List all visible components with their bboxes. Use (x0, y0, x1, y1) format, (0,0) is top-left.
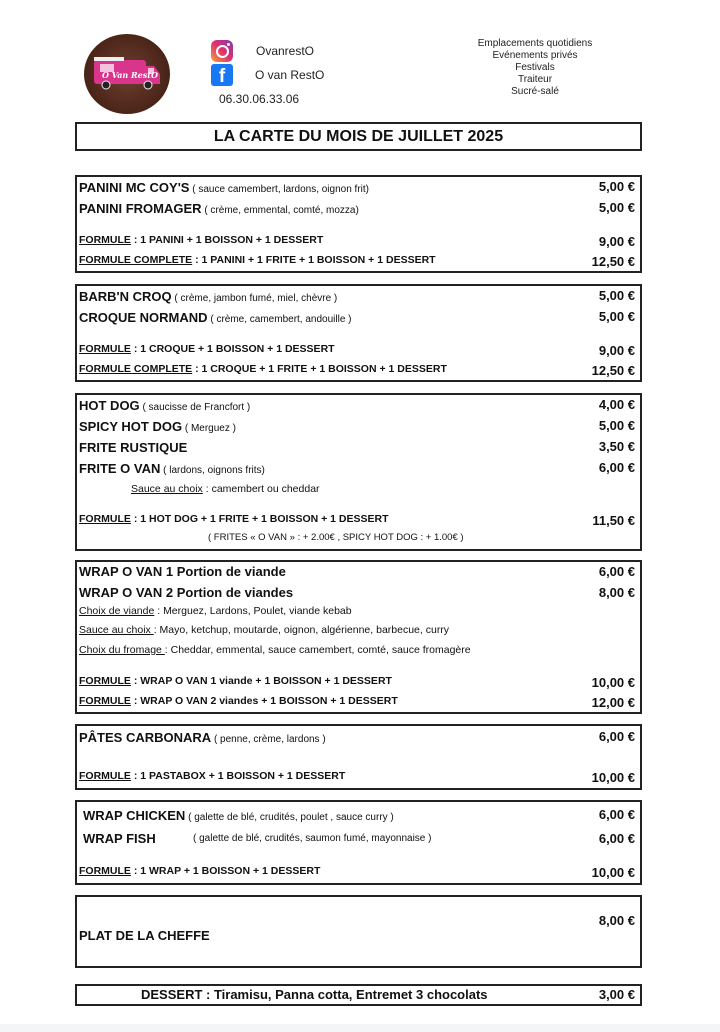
item-desc: ( crème, emmental, comté, mozza) (201, 205, 359, 216)
item-desc: ( crème, jambon fumé, miel, chèvre ) (171, 293, 338, 304)
instagram-icon[interactable] (211, 40, 233, 62)
formule-text: : 1 WRAP + 1 BOISSON + 1 DESSERT (130, 865, 321, 877)
formule-price: 10,00 € (591, 865, 635, 880)
formule-text: : WRAP O VAN 2 viandes + 1 BOISSON + 1 DESSERT (130, 695, 398, 707)
service-item: Evénements privés (492, 50, 578, 61)
formule-label: FORMULE (79, 234, 131, 246)
facebook-handle[interactable]: O van RestO (255, 68, 325, 82)
formule-price: 9,00 € (598, 234, 635, 249)
formule-label: FORMULE COMPLETE (79, 363, 193, 375)
formule-label: FORMULE COMPLETE (79, 254, 193, 266)
formule-text: : 1 CROQUE + 1 BOISSON + 1 DESSERT (130, 343, 335, 355)
sauce-choice (131, 483, 635, 495)
item-name: WRAP CHICKEN (83, 808, 186, 823)
phone-number: 06.30.06.33.06 (219, 92, 300, 106)
item-desc: ( saucisse de Francfort ) (139, 402, 251, 413)
item-desc: ( lardons, oignons frits) (160, 465, 265, 476)
item-price: 5,00 € (598, 309, 635, 324)
item-desc: ( sauce camembert, lardons, oignon frit) (189, 184, 369, 195)
service-item: Traiteur (517, 74, 553, 85)
facebook-icon[interactable]: f (211, 64, 233, 86)
formule-text: : 1 PANINI + 1 FRITE + 1 BOISSON + 1 DESSERT (192, 254, 436, 266)
page-title: LA CARTE DU MOIS DE JUILLET 2025 (75, 122, 642, 151)
formule-price: 12,00 € (591, 695, 635, 710)
choice-text: : Cheddar, emmental, sauce camembert, comté, sauce fromagère (164, 644, 471, 656)
section-dessert (75, 984, 642, 1006)
item-price: 6,00 € (598, 807, 635, 822)
formule-price: 10,00 € (591, 770, 635, 785)
formule-label: FORMULE (79, 343, 131, 355)
item-name: BARB'N CROQ (79, 289, 172, 304)
item-price: 8,00 € (598, 585, 635, 600)
item-name: PÂTES CARBONARA (79, 730, 212, 745)
formule-label: FORMULE (79, 513, 131, 525)
item-desc: ( penne, crème, lardons ) (211, 734, 326, 745)
sauce-label: Sauce au choix (131, 483, 203, 495)
item-price: 5,00 € (598, 179, 635, 194)
item-price: 3,00 € (598, 987, 635, 1002)
formule-price: 10,00 € (591, 675, 635, 690)
formule-text: : 1 HOT DOG + 1 FRITE + 1 BOISSON + 1 DESSERT (130, 513, 389, 525)
service-item: Emplacements quotidiens (477, 38, 593, 49)
section-wraps (75, 800, 642, 885)
formule-text: : 1 PASTABOX + 1 BOISSON + 1 DESSERT (130, 770, 346, 782)
item-price: 6,00 € (598, 831, 635, 846)
choice-line (79, 624, 635, 636)
item-name: FRITE O VAN (79, 461, 161, 476)
section-hotdog (75, 393, 642, 551)
supplement-note: ( FRITES « O VAN » : + 2.00€ , SPICY HOT DOG : + 1.00€ ) (208, 532, 464, 543)
item-desc: ( crème, camembert, andouille ) (207, 314, 352, 325)
choice-line (79, 644, 635, 656)
formule-text: : WRAP O VAN 1 viande + 1 BOISSON + 1 DESSERT (130, 675, 392, 687)
service-item: Sucré-salé (511, 86, 559, 97)
instagram-handle[interactable]: OvanrestO (256, 44, 315, 58)
choice-label: Choix du fromage (79, 644, 165, 656)
item-desc: ( galette de blé, crudités, poulet , sauce curry ) (185, 812, 394, 823)
formule-text: : 1 CROQUE + 1 FRITE + 1 BOISSON + 1 DESSERT (192, 363, 447, 375)
item-price: 6,00 € (598, 729, 635, 744)
item-price: 5,00 € (598, 200, 635, 215)
section-croque (75, 284, 642, 382)
dessert-text: DESSERT : Tiramisu, Panna cotta, Entremet 3 chocolats (141, 987, 488, 1002)
item-name: HOT DOG (79, 398, 140, 413)
item-price: 5,00 € (598, 288, 635, 303)
section-plat-cheffe (75, 895, 642, 968)
item-price: 6,00 € (598, 564, 635, 579)
item-name: PLAT DE LA CHEFFE (79, 928, 210, 943)
formule-label: FORMULE (79, 770, 131, 782)
formule-price: 12,50 € (591, 254, 635, 269)
services-list (430, 38, 640, 98)
formule-price: 11,50 € (592, 513, 635, 528)
item-name: FRITE RUSTIQUE (79, 440, 188, 455)
item-desc: ( Merguez ) (182, 423, 236, 434)
choice-label: Choix de viande (79, 605, 155, 617)
choice-label: Sauce au choix (79, 624, 154, 636)
formule-text: : 1 PANINI + 1 BOISSON + 1 DESSERT (130, 234, 324, 246)
choice-text: : Mayo, ketchup, moutarde, oignon, algérienne, barbecue, curry (153, 624, 450, 636)
item-name: WRAP O VAN 2 Portion de viandes (79, 585, 294, 600)
item-price: 8,00 € (598, 913, 635, 928)
choice-line (79, 605, 635, 617)
item-name: CROQUE NORMAND (79, 310, 208, 325)
logo-text: O Van RestO (102, 70, 158, 80)
section-wrap-o-van (75, 560, 642, 714)
formule-label: FORMULE (79, 675, 131, 687)
formule-label: FORMULE (79, 865, 131, 877)
item-desc: ( galette de blé, crudités, saumon fumé, mayonnaise ) (193, 833, 432, 844)
item-price: 4,00 € (598, 397, 635, 412)
logo (84, 34, 170, 114)
item-price: 6,00 € (598, 460, 635, 475)
formule-price: 9,00 € (598, 343, 635, 358)
item-price: 5,00 € (598, 418, 635, 433)
item-name: WRAP O VAN 1 Portion de viande (79, 564, 286, 579)
service-item: Festivals (515, 62, 555, 73)
item-name: WRAP FISH (83, 831, 156, 846)
choice-text: : Merguez, Lardons, Poulet, viande kebab (154, 605, 352, 617)
item-price: 3,50 € (598, 439, 635, 454)
item-name: PANINI FROMAGER (79, 201, 202, 216)
section-pates (75, 724, 642, 790)
formule-label: FORMULE (79, 695, 131, 707)
item-name: PANINI MC COY'S (79, 180, 190, 195)
sauce-text: : camembert ou cheddar (202, 483, 320, 495)
section-panini (75, 175, 642, 273)
item-name: SPICY HOT DOG (79, 419, 183, 434)
formule-price: 12,50 € (591, 363, 635, 378)
